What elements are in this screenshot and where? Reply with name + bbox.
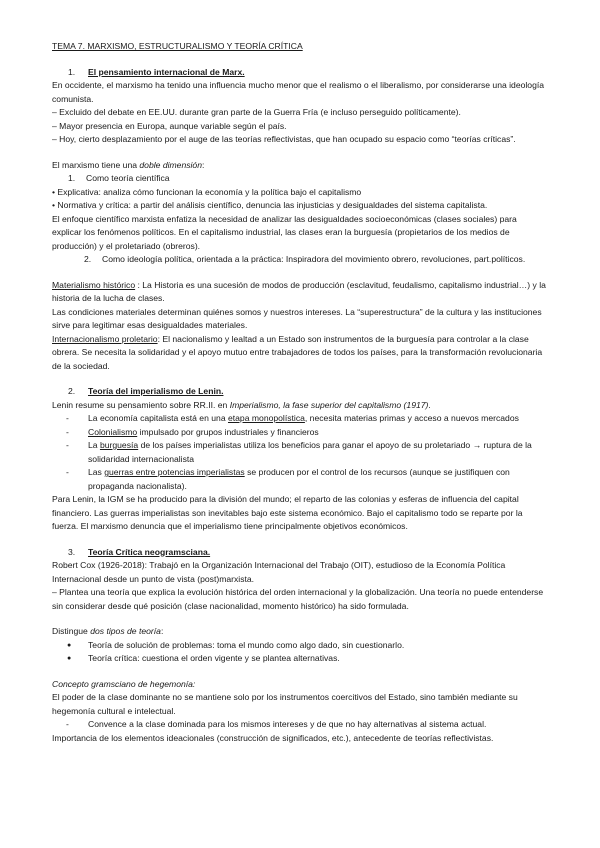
lenin-item-4-term: guerras entre potencias imperialistas xyxy=(104,467,245,477)
s2-intro-em: Imperialismo, la fase superior del capitalismo (1917) xyxy=(229,399,429,410)
lenin-item-1-term: etapa monopolística xyxy=(227,413,305,423)
dimension-item-2-number: 2. xyxy=(84,254,92,264)
lenin-item-3-post: de los países imperialistas utiliza los beneficios para ganar el apoyo de su proletariado → ruptura de la solidaridad internacionalista xyxy=(88,440,532,464)
distingue-em: dos tipos de teoría xyxy=(90,626,161,636)
dimension-item-1 xyxy=(52,172,548,186)
plantea-paragraph: – Plantea una teoría que explica la evolución histórica del orden internacional y la globalización. Una teoría no puede entenderse sin considerar desde qué posición (clase nacionalidad, momento histórico) ha sido formulada. xyxy=(52,587,544,611)
dimension-item-1-number: 1. xyxy=(68,173,76,183)
section-1-heading xyxy=(68,66,548,80)
doble-pre: El marxismo tiene una xyxy=(52,159,140,170)
lenin-item-3-pre: La xyxy=(88,440,100,450)
lenin-item-1-post: , necesita materias primas y acceso a nuevos mercados xyxy=(304,413,519,423)
theory-type-1: ● Teoría de solución de problemas: toma el mundo como algo dado, sin cuestionarlo. xyxy=(52,639,548,653)
section-3-number: 3. xyxy=(68,546,76,557)
bullet-explicativa: • Explicativa: analiza cómo funcionan la economía y la política bajo el capitalismo xyxy=(52,186,362,197)
condiciones-paragraph: Las condiciones materiales determinan quiénes somos y nuestros intereses. La “superestructura” de la cultura y las instituciones sirve para legitimar esas desigualdades materiales. xyxy=(52,306,542,330)
internacionalismo-term: Internacionalismo proletario xyxy=(52,333,158,344)
enfoque-paragraph: El enfoque científico marxista enfatiza la necesidad de analizar las desigualdades socioeconómicas (clases sociales) para explicar los fenómenos políticos. En el capitalismo industrial, las clases eran la burguesía (propietarios de los medios de producción) y el proletariado (obreros). xyxy=(52,213,517,251)
materialismo-term: Materialismo histórico xyxy=(52,279,136,290)
section-1-number: 1. xyxy=(68,66,76,77)
poder-paragraph: El poder de la clase dominante no se mantiene solo por los instrumentos coercitivos del Estado, sino también mediante su hegemonía cultural e intelectual. xyxy=(52,692,518,716)
section-2-heading xyxy=(68,385,548,399)
lenin-item-3 xyxy=(52,439,548,466)
doble-post: : xyxy=(202,159,205,170)
s1-line-3: – Hoy, cierto desplazamiento por el auge de las teorías reflectivistas, que han ocupado su espacio como “teorías críticas”. xyxy=(52,134,516,144)
section-2-title: Teoría del imperialismo de Lenin. xyxy=(88,386,224,396)
hegemonia-item-1: - Convence a la clase dominada para los mismos intereses y de que no hay alternativas al sistema actual. xyxy=(52,718,548,732)
lenin-item-1-pre: La economía capitalista está en una xyxy=(88,413,228,423)
s2-intro-post: . xyxy=(428,399,431,410)
section-1-title: El pensamiento internacional de Marx. xyxy=(88,66,245,77)
distingue-line xyxy=(52,625,548,639)
s1-line-2: – Mayor presencia en Europa, aunque variable según el país. xyxy=(52,120,287,131)
section-3-heading xyxy=(68,546,548,560)
section-2-number: 2. xyxy=(68,386,76,396)
dimension-item-2 xyxy=(52,253,548,267)
section-3-title: Teoría Crítica neogramsciana. xyxy=(88,546,211,557)
materialismo-text: : La Historia es una sucesión de modos de producción (esclavitud, feudalismo, capitalismo industrial…) y la historia de la lucha de clases. xyxy=(52,279,546,303)
concepto-heading: Concepto gramsciano de hegemonía: xyxy=(52,678,196,689)
lenin-item-4 xyxy=(52,466,548,493)
lenin-item-2-post: impulsado por grupos industriales y financieros xyxy=(137,426,319,437)
lenin-item-2 xyxy=(52,426,548,440)
distingue-post: : xyxy=(160,626,164,636)
lenin-paragraph: Para Lenin, la IGM se ha producido para la división del mundo; el reparto de las colonias y esferas de influencia del capital financiero. Las guerras imperialistas son inevitables bajo este sistema económico. Bajo el capitalismo todo se reparte por la fuerza. El marxismo denuncia que el imperialismo tiene principalmente objetivos económicos. xyxy=(52,494,523,531)
lenin-item-2-term: Colonialismo xyxy=(88,426,138,437)
materialismo-paragraph xyxy=(52,279,548,306)
theory-types-list xyxy=(52,639,548,666)
cox-paragraph: Robert Cox (1926-2018): Trabajó en la Organización Internacional del Trabajo (OIT), estudioso de la Economía Política Internacional desde un punto de vista (post)marxista. xyxy=(52,560,506,584)
lenin-item-1 xyxy=(52,412,548,426)
doble-dimension xyxy=(52,159,548,173)
distingue-pre: Distingue xyxy=(52,626,91,636)
internacionalismo-text: : El nacionalismo y lealtad a un Estado son instrumentos de la burguesía para controlar a la clase obrera. Se necesita la solidaridad y el apoyo mutuo entre trabajadores de todos los países, para la transformación revolucionaria de la sociedad. xyxy=(52,333,543,371)
lenin-item-4-post: se producen por el control de los recursos (aunque se justifiquen con propaganda nacionalista). xyxy=(88,467,510,491)
bullet-normativa: • Normativa y crítica: a partir del análisis científico, denuncia las injusticias y desigualdades del sistema capitalista. xyxy=(52,200,488,210)
lenin-item-4-pre: Las xyxy=(88,467,105,477)
document-title: TEMA 7. MARXISMO, ESTRUCTURALISMO Y TEORÍA CRÍTICA xyxy=(52,41,303,51)
s1-intro: En occidente, el marxismo ha tenido una influencia mucho menor que el realismo o el liberalismo, por considerarse una ideología comunista. xyxy=(52,80,545,104)
dimension-item-1-text: Como teoría científica xyxy=(86,173,170,183)
doble-em: doble dimensión xyxy=(139,159,202,170)
importancia-paragraph: Importancia de los elementos ideacionales (construcción de significados, etc.), antecedente de teorías reflectivistas. xyxy=(52,732,494,743)
hegemonia-list xyxy=(52,718,548,732)
internacionalismo-paragraph xyxy=(52,333,548,374)
dimension-item-2-text: Como ideología política, orientada a la práctica: Inspiradora del movimiento obrero, revoluciones, part.políticos. xyxy=(102,254,526,264)
theory-type-2: ● Teoría crítica: cuestiona el orden vigente y se plantea alternativas. xyxy=(52,652,548,666)
lenin-item-3-term: burguesía xyxy=(99,440,139,450)
s2-intro xyxy=(52,399,548,413)
s2-intro-pre: Lenin resume su pensamiento sobre RR.II. en xyxy=(52,399,230,410)
lenin-list xyxy=(52,412,548,493)
s1-line-1: – Excluido del debate en EE.UU. durante gran parte de la Guerra Fría (e incluso perseguido políticamente). xyxy=(52,107,461,117)
